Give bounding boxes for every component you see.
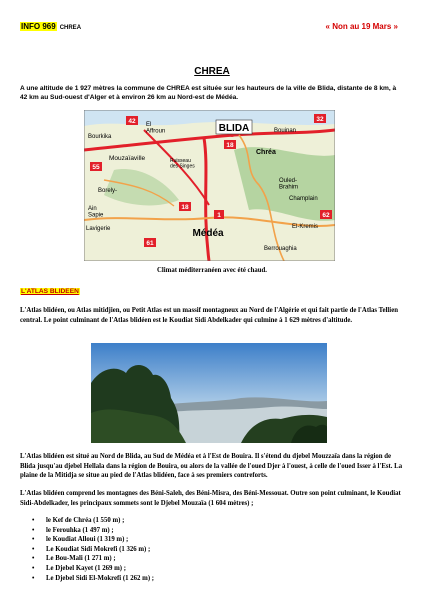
info-number: INFO 969 bbox=[21, 22, 56, 31]
route-number: 42 bbox=[128, 118, 136, 125]
list-item: • Le Djebel Kayet (1 269 m) ; bbox=[46, 564, 154, 574]
peaks-list bbox=[46, 516, 154, 583]
map-label-bourkika: Bourkika bbox=[88, 134, 112, 140]
route-number: 55 bbox=[92, 164, 100, 171]
map-label-berrouaghia: Berrouaghia bbox=[264, 246, 297, 252]
map-label-champlain: Champlain bbox=[289, 196, 318, 202]
atlas-landscape-photo bbox=[91, 343, 327, 443]
map-caption: Climat méditerranéen avec été chaud. bbox=[156, 267, 268, 274]
region-map bbox=[84, 110, 335, 261]
paragraph-atlas-location: L'Atlas blidéen est situé au Nord de Blida, au Sud de Médéa et à l'Est de Bouira. Il s'étend du djebel Mouzzaïa dans la région de Blida jusqu'au djebel Hellala dans la région de Bouira, ou alors de la vallée de l'oued Djer à l'ouest, à celle de l'oued Isser à l'Est. La plaine de la Mitidja se situe au pied de l'Atlas blidéen, face à ses premiers contreforts. bbox=[20, 453, 403, 480]
route-number: 61 bbox=[146, 240, 154, 247]
intro-paragraph: A une altitude de 1 927 mètres la commune de CHREA est située sur les hauteurs de la ville de Blida, distante de 8 km, à 42 km au Sud-ouest d'Alger et à environ 26 km au Nord-est de Médéa. bbox=[20, 85, 397, 101]
route-number: 32 bbox=[316, 116, 324, 123]
paragraph-atlas-intro: L'Atlas blidéen, ou Atlas mitidjien, ou Petit Atlas est un massif montagneux au Nord de l'Algérie et qui fait partie de l'Atlas Tellien central. Le point culminant de l'Atlas blidéen est le Koudiat Sidi Abdelkader qui culmine à 1 629 mètres d'altitude. bbox=[20, 307, 398, 324]
list-item: • Le Koudiat Sidi Mokrefi (1 326 m) ; bbox=[46, 545, 154, 555]
info-header bbox=[20, 22, 81, 31]
map-label-borely: Borely- bbox=[98, 188, 118, 194]
map-label-el-kremis: El-Kremis bbox=[292, 224, 319, 230]
map-label-ain-sapie: Ain Sapie bbox=[88, 206, 104, 219]
list-item: • Le Djebel Sidi El-Mokrefi (1 262 m) ; bbox=[46, 574, 154, 584]
map-label-ouled-brahim: Ouled-Brahim bbox=[279, 178, 299, 191]
map-label-blida: BLIDA bbox=[218, 123, 250, 134]
list-item: • le Ferouhka (1 497 m) ; bbox=[46, 526, 154, 536]
map-label-mouzaiaville: Mouzaïaville bbox=[109, 155, 146, 162]
route-number: 18 bbox=[181, 204, 189, 211]
page-title: CHREA bbox=[194, 66, 230, 77]
map-label-chrea: Chréa bbox=[256, 149, 276, 156]
map-label-medea: Médéa bbox=[192, 228, 224, 239]
paragraph-atlas-mountains: L'Atlas blidéen comprend les montagnes des Béni-Saleh, des Béni-Misra, des Béni-Messouat. Outre son point culminant, le Koudiat Sidi-Abdelkader, les principaux sommets sont le Djebel Mouzaïa (1 604 mètres) ; bbox=[20, 490, 401, 507]
slogan: « Non au 19 Mars » bbox=[325, 22, 398, 31]
map-label-bouinan: Bouinan bbox=[274, 128, 297, 134]
map-label-lavigerie: Lavigerie bbox=[86, 226, 111, 232]
map-label-el-affroun: El Affroun bbox=[146, 122, 166, 135]
info-subject: CHREA bbox=[59, 25, 82, 31]
list-item: • le Koudiat Alloui (1 319 m) ; bbox=[46, 535, 154, 545]
list-item: • le Kef de Chréa (1 550 m) ; bbox=[46, 516, 154, 526]
route-number: 1 bbox=[217, 212, 221, 219]
map-label-ruisseau: Ruisseau des Singes bbox=[170, 158, 195, 170]
route-number: 62 bbox=[322, 212, 330, 219]
route-number: 18 bbox=[226, 142, 234, 149]
section-heading: L'ATLAS BLIDEEN bbox=[21, 288, 79, 295]
list-item: • Le Bou-Mali (1 271 m) ; bbox=[46, 554, 154, 564]
